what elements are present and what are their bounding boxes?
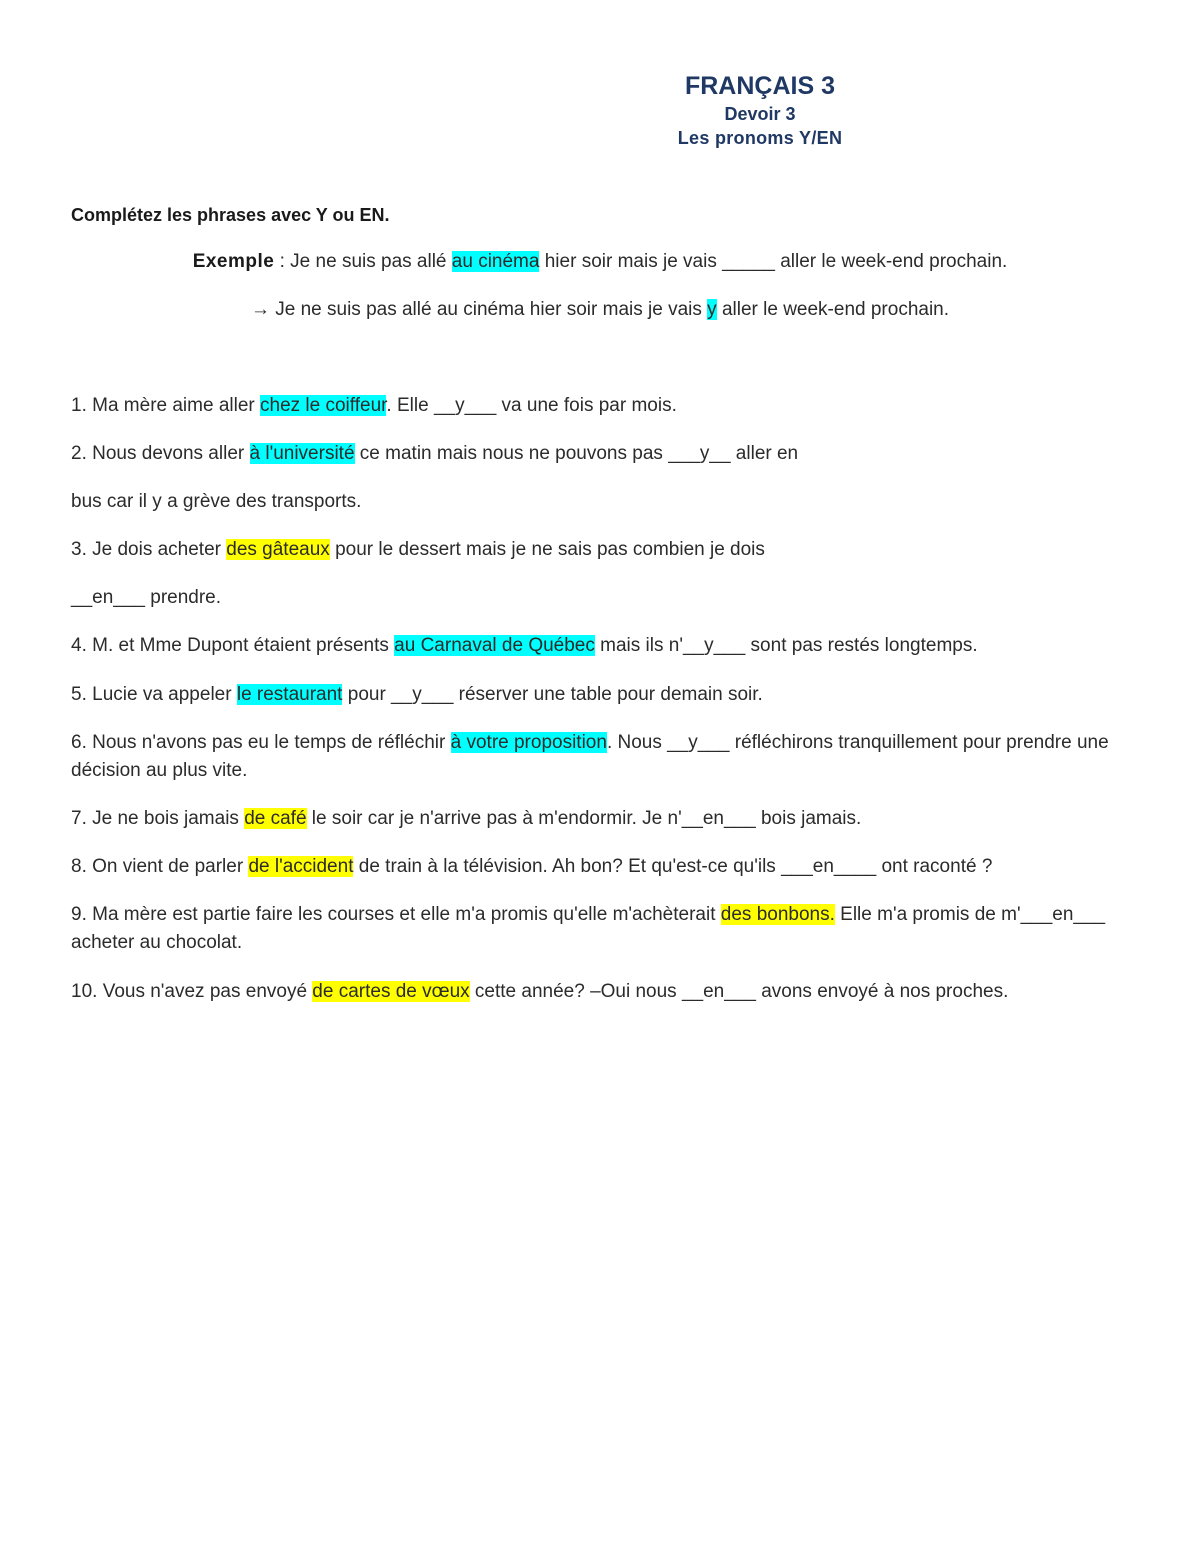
question-highlight: à votre proposition — [450, 732, 607, 753]
question-text: le soir car je n'arrive pas à m'endormir. Je n'__en___ bois jamais. — [306, 808, 862, 829]
example-line-1 — [0, 251, 1200, 273]
document-topic: Les pronoms Y/EN — [677, 128, 843, 148]
question-highlight: de l'accident — [248, 856, 354, 877]
question-text: 10. Vous n'avez pas envoyé — [71, 981, 313, 1002]
question-7 — [71, 805, 1141, 833]
example-highlight: au cinéma — [451, 251, 540, 272]
document-subtitle: Devoir 3 — [724, 104, 796, 124]
question-10 — [71, 978, 1141, 1006]
question-text: 8. On vient de parler — [71, 856, 249, 877]
instruction: Complétez les phrases avec Y ou EN. — [71, 205, 390, 225]
question-9 — [71, 901, 1141, 957]
question-highlight: chez le coiffeur — [260, 395, 387, 416]
question-text: Elle m'a promis de m'___en___ acheter au chocolat. — [71, 904, 1106, 953]
question-text: 7. Je ne bois jamais — [71, 808, 245, 829]
question-text: 6. Nous n'avons pas eu le temps de réfléchir — [71, 732, 451, 753]
question-highlight: au Carnaval de Québec — [394, 635, 595, 656]
example-answer-highlight: y — [707, 299, 717, 320]
question-1 — [71, 392, 1141, 420]
example-label: Exemple — [192, 251, 275, 272]
question-highlight: des gâteaux — [226, 539, 330, 560]
question-3 — [71, 536, 1141, 564]
question-8 — [71, 853, 1141, 881]
question-text: 2. Nous devons aller — [71, 443, 250, 464]
question-text: . Elle __y___ va une fois par mois. — [386, 395, 677, 416]
question-text: 4. M. et Mme Dupont étaient présents — [71, 635, 395, 656]
example-answer-text: → Je ne suis pas allé au cinéma hier soir mais je vais — [250, 299, 708, 320]
example-answer-text: aller le week-end prochain. — [716, 299, 950, 320]
example-text: : Je ne suis pas allé — [274, 251, 452, 272]
question-text: 3. Je dois acheter — [71, 539, 227, 560]
question-3-continuation: __en___ prendre. — [71, 587, 222, 608]
question-text: cette année? –Oui nous __en___ avons envoyé à nos proches. — [469, 981, 1009, 1002]
example-text: hier soir mais je vais _____ aller le week-end prochain. — [539, 251, 1008, 272]
question-text: pour le dessert mais je ne sais pas combien je dois — [329, 539, 765, 560]
question-text: pour __y___ réserver une table pour demain soir. — [342, 684, 763, 705]
question-highlight: de café — [244, 808, 307, 829]
question-text: 9. Ma mère est partie faire les courses et elle m'a promis qu'elle m'achèterait — [71, 904, 721, 925]
example-line-2 — [0, 299, 1200, 321]
question-highlight: à l'université — [249, 443, 355, 464]
question-highlight: des bonbons. — [720, 904, 835, 925]
document-header — [560, 70, 960, 150]
question-text: mais ils n'__y___ sont pas restés longtemps. — [594, 635, 978, 656]
question-5 — [71, 681, 1141, 709]
question-4 — [71, 632, 1141, 660]
question-2 — [71, 440, 1141, 468]
question-text: 5. Lucie va appeler — [71, 684, 237, 705]
question-6 — [71, 729, 1141, 785]
question-text: de train à la télévision. Ah bon? Et qu'est-ce qu'ils ___en____ ont raconté ? — [353, 856, 993, 877]
question-text: 1. Ma mère aime aller — [71, 395, 261, 416]
question-highlight: de cartes de vœux — [312, 981, 470, 1002]
question-text: ce matin mais nous ne pouvons pas ___y__ aller en — [354, 443, 799, 464]
document-title: FRANÇAIS 3 — [684, 72, 835, 100]
question-highlight: le restaurant — [236, 684, 343, 705]
question-2-continuation: bus car il y a grève des transports. — [71, 491, 362, 512]
question-text: . Nous __y___ réfléchirons tranquillement pour prendre une décision au plus vite. — [71, 732, 1109, 781]
